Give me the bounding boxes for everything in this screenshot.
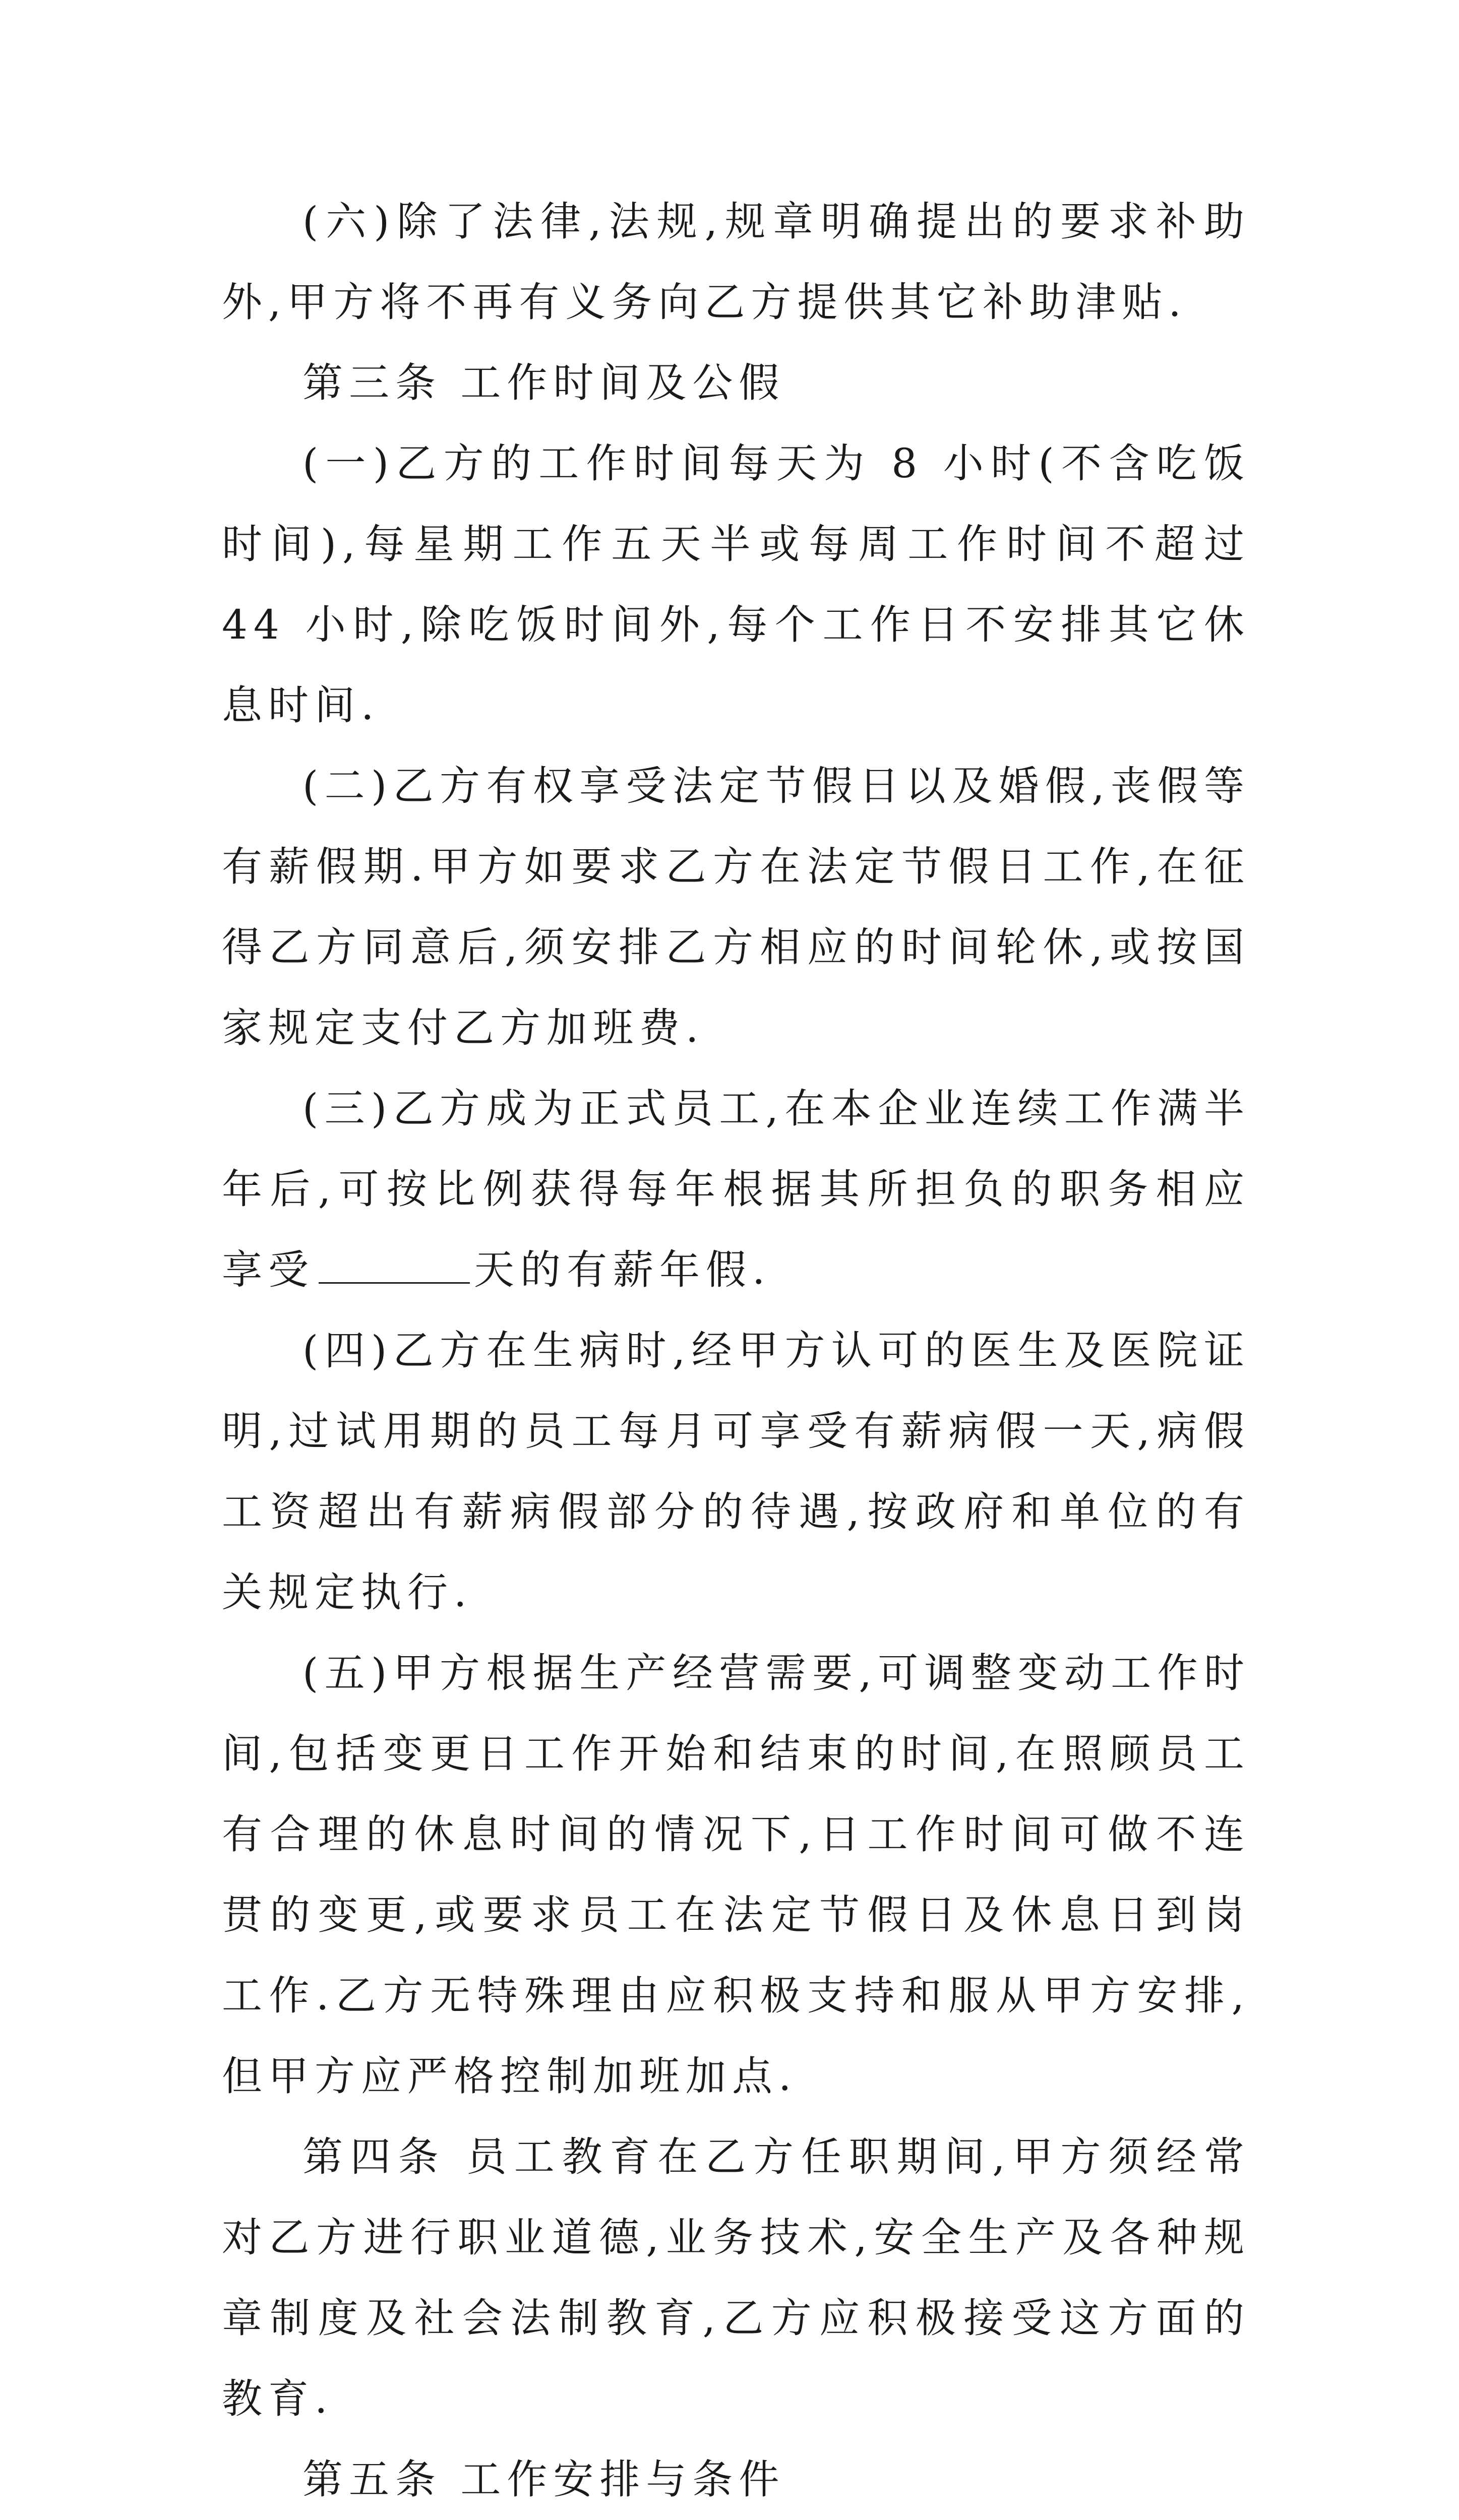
paragraph-schedule-adjustment: (五)甲方根据生产经营需要,可调整变动工作时间,包括变更日工作开始和结束的时间,在照顾员工有合理的休息时间的情况下,日工作时间可做不连贯的变更,或要求员工在法定节假日及休息日到岗工作.乙方无特殊理由应积极支持和服从甲方安排,但甲方应严格控制加班加点. xyxy=(222,1650,1250,2100)
paragraph-working-hours: (一)乙方的工作时间每天为 8 小时(不含吃饭时间),每星期工作五天半或每周工作时间不超过 44 小时,除吃饭时间外,每个工作日不安排其它休息时间. xyxy=(222,440,1250,729)
paragraph-holidays: (二)乙方有权享受法定节假日以及婚假,丧假等有薪假期.甲方如要求乙方在法定节假日工作,在征得乙方同意后,须安排乙方相应的时间轮休,或按国家规定支付乙方加班费. xyxy=(222,763,1250,1051)
paragraph-article-4-education: 第四条 员工教育在乙方任职期间,甲方须经常对乙方进行职业道德,业务技术,安全生产及各种规章制度及社会法制教育,乙方应积极接受这方面的教育. xyxy=(222,2133,1250,2422)
heading-article-5: 第五条 工作安排与条件 xyxy=(302,2456,785,2503)
paragraph-annual-leave xyxy=(222,1068,1250,1310)
annual-leave-text-after: 天的有薪年假. xyxy=(474,1246,771,1293)
annual-leave-days-blank[interactable] xyxy=(319,1247,470,1284)
document-body xyxy=(222,181,1250,2520)
heading-article-3: 第三条 工作时间及公假 xyxy=(302,359,785,406)
annual-leave-text-before: (三)乙方成为正式员工,在本企业连续工作满半年后,可按比例获得每年根据其所担负的职务相应享受 xyxy=(222,1085,1250,1293)
paragraph-sick-leave: (四)乙方在生病时,经甲方认可的医生及医院证明,过试用期的员工每月可享受有薪病假一天,病假工资超出有薪病假部分的待遇,按政府和单位的有关规定执行. xyxy=(222,1327,1250,1616)
paragraph-subsidy-clause: (六)除了法律,法规,规章明确提出的要求补助外,甲方将不再有义务向乙方提供其它补助津贴. xyxy=(222,198,1250,326)
